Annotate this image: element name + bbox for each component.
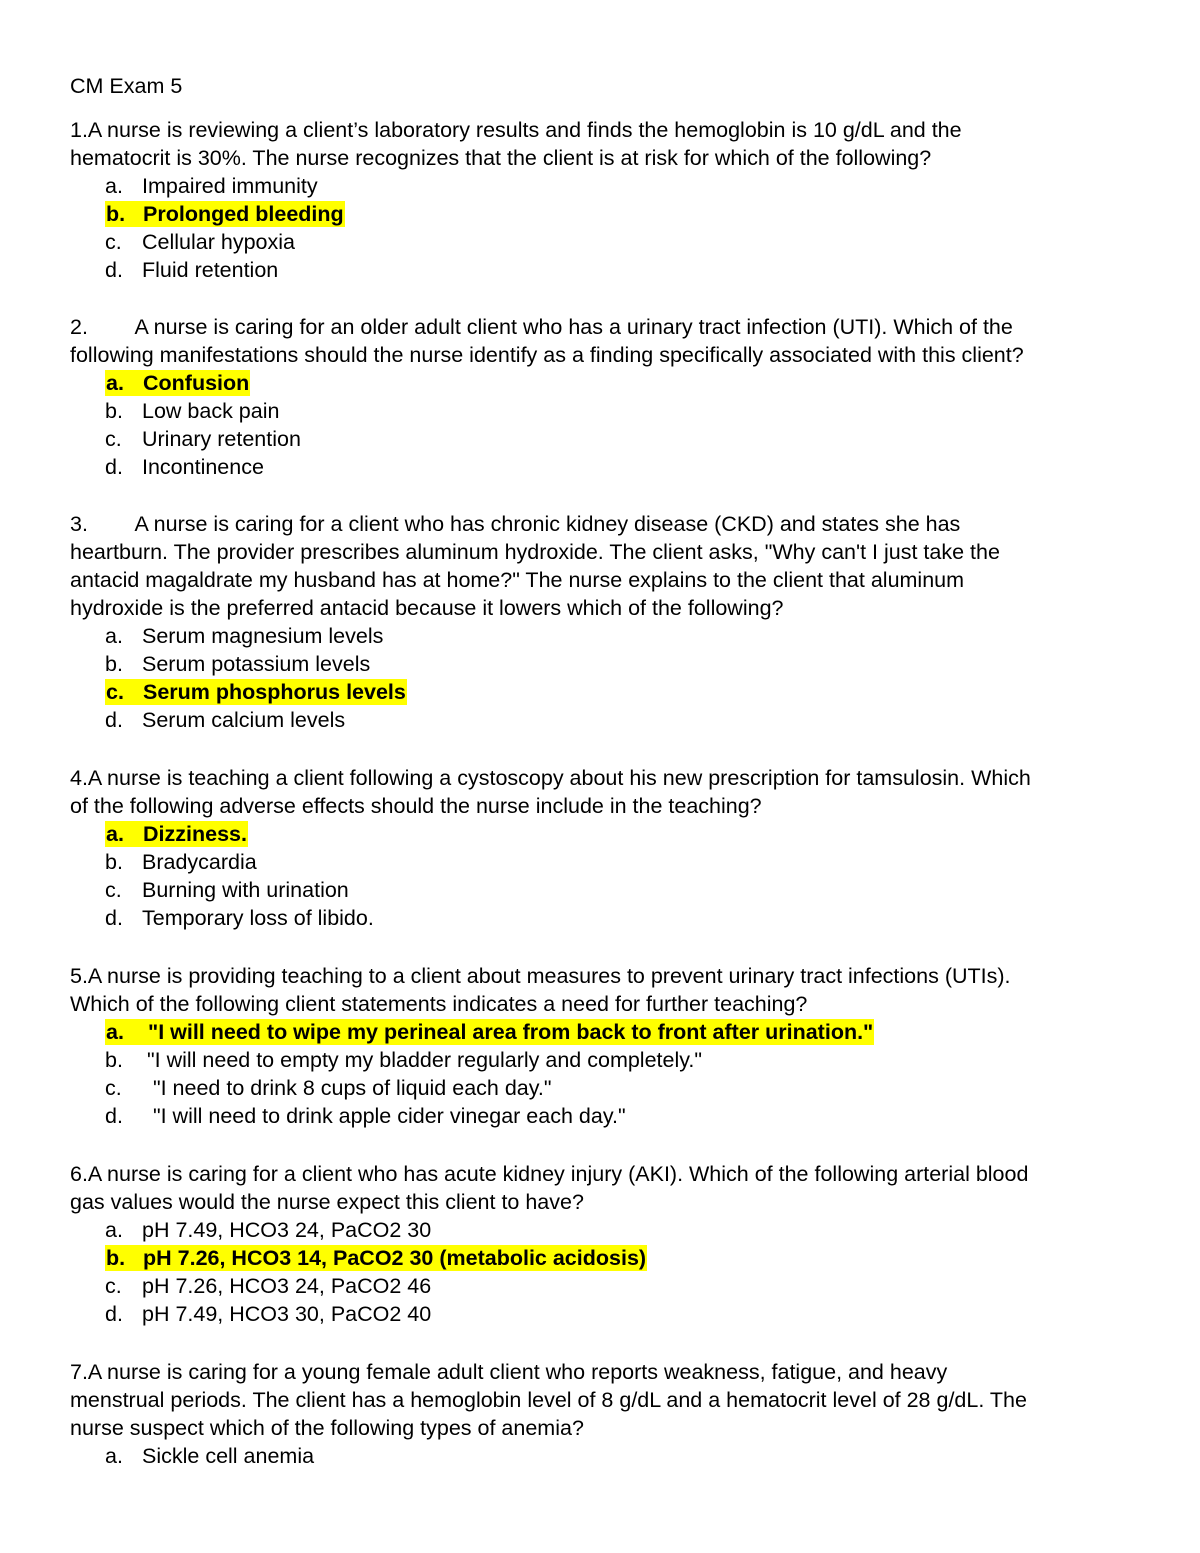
question-3-option-d: d. Serum calcium levels: [105, 708, 346, 732]
question-6-stem-line-2: gas values would the nurse expect this client to have?: [70, 1190, 584, 1214]
question-4-option-b: b. Bradycardia: [105, 850, 257, 874]
question-6-option-a: a. pH 7.49, HCO3 24, PaCO2 30: [105, 1218, 432, 1242]
question-7-stem-line-2: menstrual periods. The client has a hemoglobin level of 8 g/dL and a hematocrit level of 28 g/dL. The: [70, 1388, 1027, 1412]
question-7-stem-line-3: nurse suspect which of the following types of anemia?: [70, 1416, 584, 1440]
question-3-option-c-answer: c. Serum phosphorus levels: [106, 680, 406, 704]
question-2-stem-line-2: following manifestations should the nurse identify as a finding specifically associated with this client?: [70, 343, 1024, 367]
question-7-option-a: a. Sickle cell anemia: [105, 1444, 315, 1468]
question-1-stem-line-1: 1.A nurse is reviewing a client’s laboratory results and finds the hemoglobin is 10 g/dL and the: [70, 118, 962, 142]
question-7-stem-line-1: 7.A nurse is caring for a young female adult client who reports weakness, fatigue, and heavy: [70, 1360, 948, 1384]
question-2-stem-line-1: 2. A nurse is caring for an older adult client who has a urinary tract infection (UTI). Which of the: [70, 315, 1013, 339]
question-1-option-d: d. Fluid retention: [105, 258, 279, 282]
question-1-option-a: a. Impaired immunity: [105, 174, 318, 198]
question-5-option-d: d. "I will need to drink apple cider vinegar each day.": [105, 1104, 626, 1128]
question-6-option-c: c. pH 7.26, HCO3 24, PaCO2 46: [105, 1274, 432, 1298]
question-4-stem-line-2: of the following adverse effects should the nurse include in the teaching?: [70, 794, 762, 818]
question-6-stem-line-1: 6.A nurse is caring for a client who has acute kidney injury (AKI). Which of the following arterial blood: [70, 1162, 1029, 1186]
question-5-option-c: c. "I need to drink 8 cups of liquid each day.": [105, 1076, 552, 1100]
question-1-stem-line-2: hematocrit is 30%. The nurse recognizes that the client is at risk for which of the following?: [70, 146, 932, 170]
question-5-option-b: b. "I will need to empty my bladder regularly and completely.": [105, 1048, 703, 1072]
question-4-option-c: c. Burning with urination: [105, 878, 349, 902]
question-3-option-a: a. Serum magnesium levels: [105, 624, 384, 648]
question-5-option-a-answer: a. "I will need to wipe my perineal area from back to front after urination.": [106, 1020, 874, 1044]
question-3-option-b: b. Serum potassium levels: [105, 652, 371, 676]
question-6-option-b-answer: b. pH 7.26, HCO3 14, PaCO2 30 (metabolic acidosis): [106, 1246, 647, 1270]
question-3-stem-line-4: hydroxide is the preferred antacid because it lowers which of the following?: [70, 596, 784, 620]
question-2-option-c: c. Urinary retention: [105, 427, 301, 451]
question-4-stem-line-1: 4.A nurse is teaching a client following a cystoscopy about his new prescription for tamsulosin. Which: [70, 766, 1031, 790]
question-5-stem-line-2: Which of the following client statements indicates a need for further teaching?: [70, 992, 808, 1016]
question-2-option-a-answer: a. Confusion: [106, 371, 250, 395]
question-3-stem-line-3: antacid magaldrate my husband has at home?" The nurse explains to the client that aluminum: [70, 568, 965, 592]
question-2-option-d: d. Incontinence: [105, 455, 264, 479]
question-5-stem-line-1: 5.A nurse is providing teaching to a client about measures to prevent urinary tract infections (UTIs).: [70, 964, 1011, 988]
question-3-stem-line-2: heartburn. The provider prescribes aluminum hydroxide. The client asks, "Why can't I just take the: [70, 540, 1000, 564]
question-3-stem-line-1: 3. A nurse is caring for a client who has chronic kidney disease (CKD) and states she has: [70, 512, 961, 536]
document-title: CM Exam 5: [70, 74, 183, 98]
question-1-option-b-answer: b. Prolonged bleeding: [106, 202, 344, 226]
question-6-option-d: d. pH 7.49, HCO3 30, PaCO2 40: [105, 1302, 432, 1326]
question-4-option-d: d. Temporary loss of libido.: [105, 906, 374, 930]
question-1-option-c: c. Cellular hypoxia: [105, 230, 295, 254]
question-2-option-b: b. Low back pain: [105, 399, 280, 423]
question-4-option-a-answer: a. Dizziness.: [106, 822, 247, 846]
